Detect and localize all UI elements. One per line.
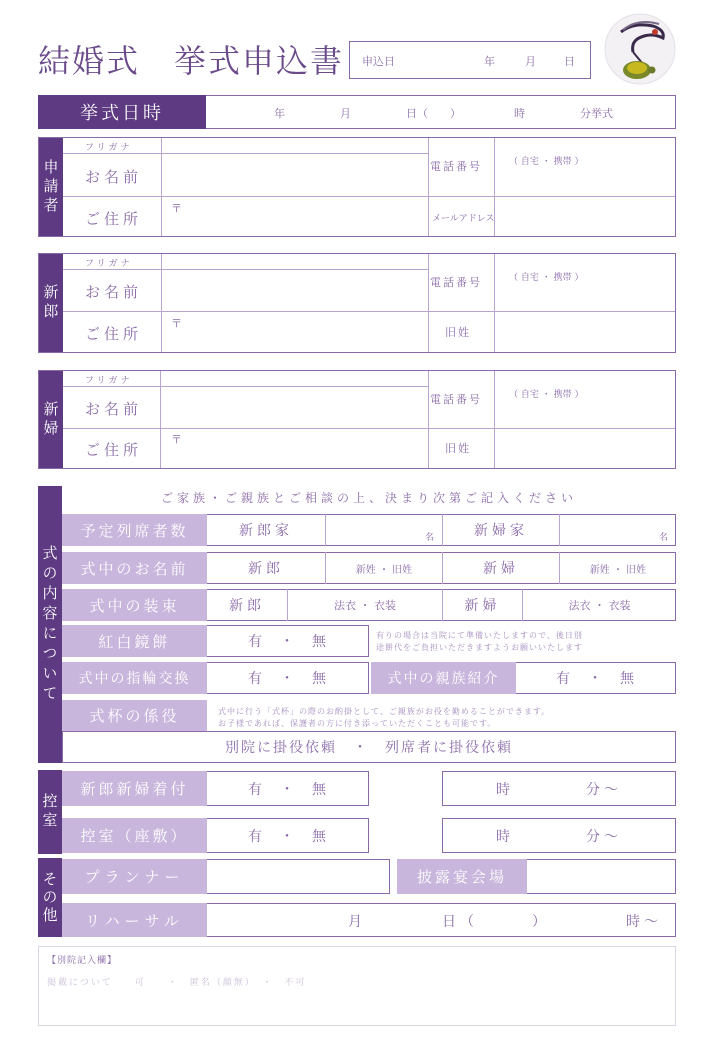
bride-furigana-input[interactable] xyxy=(161,371,428,386)
cup-note-1: 式中に行う「式杯」の際のお酌掛として、ご親族がお役を勤めることができます。 xyxy=(218,707,551,716)
groom-furigana-label: フリガナ xyxy=(85,259,133,269)
bride-furigana-label: フリガナ xyxy=(85,376,133,386)
planner-label: プランナー xyxy=(62,859,207,894)
bride-old-name-label: 旧姓 xyxy=(445,442,471,455)
bride-address-input[interactable] xyxy=(161,429,428,468)
attire-groom-option[interactable]: 法衣 ・ 衣装 xyxy=(334,599,396,612)
office-use-title: 【別院記入欄】 xyxy=(47,956,118,966)
names-label: 式中のお名前 xyxy=(62,552,207,584)
groom-name-input[interactable] xyxy=(162,270,428,311)
attendees-label: 予定列席者数 xyxy=(62,514,207,546)
dressing-yes-no[interactable]: 有 ・ 無 xyxy=(248,781,328,798)
rehearsal-time: 時～ xyxy=(626,914,662,930)
crane-turtle-emblem-icon xyxy=(603,12,677,86)
groom-phone-input[interactable] xyxy=(495,254,675,311)
ceremony-minute: 分挙式 xyxy=(580,107,613,120)
applicant-furigana-label: フリガナ xyxy=(85,143,133,153)
cup-options[interactable]: 別院に掛役依頼 ・ 列席者に掛役依頼 xyxy=(62,731,676,763)
applicant-phone-input[interactable] xyxy=(495,138,675,196)
bride-postal-mark: 〒 xyxy=(171,433,182,446)
groom-address-input[interactable] xyxy=(162,312,428,352)
bride-section xyxy=(38,370,676,469)
ring-label: 式中の指輪交換 xyxy=(62,662,207,694)
applicant-phone-label: 電話番号 xyxy=(430,160,482,173)
ceremony-section-label: 式の内容について xyxy=(38,486,62,763)
applicant-postal-mark: 〒 xyxy=(171,202,182,215)
attendees-bride-unit: 名 xyxy=(658,533,668,543)
attendees-groom-count[interactable] xyxy=(326,514,442,546)
applicant-furigana-input[interactable] xyxy=(162,138,428,153)
application-date-year: 年 xyxy=(484,55,495,68)
bride-old-name-input[interactable] xyxy=(495,429,675,468)
family-intro-yes-no[interactable]: 有 ・ 無 xyxy=(556,671,636,687)
waiting-room-section-label: 控室 xyxy=(38,770,62,854)
ceremony-day: 日（ ） xyxy=(406,107,461,120)
application-date-day: 日 xyxy=(564,55,575,68)
attire-bride: 新婦 xyxy=(464,598,501,614)
applicant-section xyxy=(38,137,676,237)
rehearsal-day: 日（ ） xyxy=(442,914,550,930)
office-use-box xyxy=(38,946,676,1026)
office-use-publication-line: 掲載について 可 ・ 匿名（顔無） ・ 不可 xyxy=(47,978,307,988)
applicant-email-input[interactable] xyxy=(495,197,675,236)
room-yes-no[interactable]: 有 ・ 無 xyxy=(248,828,328,845)
application-date-box[interactable] xyxy=(349,41,591,79)
room-label: 控室（座敷） xyxy=(62,818,207,853)
application-date-label: 申込日 xyxy=(362,55,395,68)
bride-phone-input[interactable] xyxy=(495,371,675,428)
applicant-phone-hint: （ 自宅 ・ 携帯 ） xyxy=(509,157,584,167)
applicant-address-input[interactable] xyxy=(162,197,428,236)
mochi-note-1: 有りの場合は当院にて準備いたしますので、後日別 xyxy=(376,631,583,640)
applicant-section-label: 申請者 xyxy=(39,138,63,236)
rehearsal-label: リハーサル xyxy=(62,903,207,937)
attendees-groom-unit: 名 xyxy=(424,533,434,543)
ceremony-datetime-field[interactable] xyxy=(206,95,676,129)
ring-yes-no[interactable]: 有 ・ 無 xyxy=(248,671,328,687)
attendees-groom-family: 新郎家 xyxy=(239,523,293,539)
dressing-label: 新郎新婦着付 xyxy=(62,771,207,806)
rehearsal-month: 月 xyxy=(348,914,366,930)
venue-label: 披露宴会場 xyxy=(397,859,527,894)
attire-bride-option[interactable]: 法衣 ・ 衣装 xyxy=(568,599,631,612)
applicant-name-label: お名前 xyxy=(85,168,143,186)
family-intro-label: 式中の親族紹介 xyxy=(371,662,516,694)
dressing-time[interactable]: 時 分～ xyxy=(442,771,676,806)
groom-old-name-input[interactable] xyxy=(495,312,675,352)
groom-phone-label: 電話番号 xyxy=(430,276,482,289)
planner-input[interactable] xyxy=(208,859,390,894)
bride-address-label: ご住所 xyxy=(85,441,143,459)
bride-phone-label: 電話番号 xyxy=(430,393,482,406)
names-bride-option[interactable]: 新姓 ・ 旧姓 xyxy=(589,564,647,576)
ceremony-hour: 時 xyxy=(514,107,525,120)
groom-old-name-label: 旧姓 xyxy=(445,326,471,339)
applicant-address-label: ご住所 xyxy=(85,210,143,228)
groom-furigana-input[interactable] xyxy=(162,254,428,269)
cup-label: 式杯の係役 xyxy=(62,700,207,731)
attire-groom: 新郎 xyxy=(229,598,265,614)
bride-section-label: 新婦 xyxy=(39,371,63,468)
groom-address-label: ご住所 xyxy=(85,325,143,343)
attire-label: 式中の装束 xyxy=(62,589,207,621)
application-date-month: 月 xyxy=(525,55,536,68)
ceremony-instruction: ご家族・ご親族とご相談の上、決まり次第ご記入ください xyxy=(160,491,577,505)
names-bride: 新婦 xyxy=(483,561,519,577)
bride-name-input[interactable] xyxy=(161,387,428,428)
names-groom: 新郎 xyxy=(248,561,284,577)
ceremony-month: 月 xyxy=(340,107,351,120)
groom-section xyxy=(38,253,676,353)
mochi-yes-no[interactable]: 有 ・ 無 xyxy=(248,634,328,650)
ceremony-year: 年 xyxy=(274,107,285,120)
applicant-name-input[interactable] xyxy=(162,154,428,196)
applicant-email-label: メールアドレス xyxy=(432,214,495,224)
ceremony-datetime-label: 挙式日時 xyxy=(38,95,206,129)
venue-input[interactable] xyxy=(528,859,676,894)
attendees-bride-count[interactable] xyxy=(560,514,676,546)
mochi-note-2: 途餅代をご負担いただきますようお願いいたします xyxy=(376,643,583,652)
cup-note-2: お子様であれば、保護者の方に付き添っていただくことも可能です。 xyxy=(218,719,497,728)
names-groom-option[interactable]: 新姓 ・ 旧姓 xyxy=(355,564,413,576)
mochi-label: 紅白鏡餅 xyxy=(62,625,207,657)
groom-phone-hint: （ 自宅 ・ 携帯 ） xyxy=(509,273,584,283)
other-section-label: その他 xyxy=(38,858,62,937)
groom-name-label: お名前 xyxy=(85,283,143,301)
attendees-bride-family: 新婦家 xyxy=(474,523,528,539)
bride-phone-hint: （ 自宅 ・ 携帯 ） xyxy=(509,390,584,400)
room-time[interactable]: 時 分～ xyxy=(442,818,676,853)
groom-postal-mark: 〒 xyxy=(171,317,182,330)
groom-section-label: 新郎 xyxy=(39,254,63,352)
page-title: 結婚式 挙式申込書 xyxy=(38,42,345,80)
bride-name-label: お名前 xyxy=(85,400,143,418)
rehearsal-input[interactable] xyxy=(208,903,676,937)
